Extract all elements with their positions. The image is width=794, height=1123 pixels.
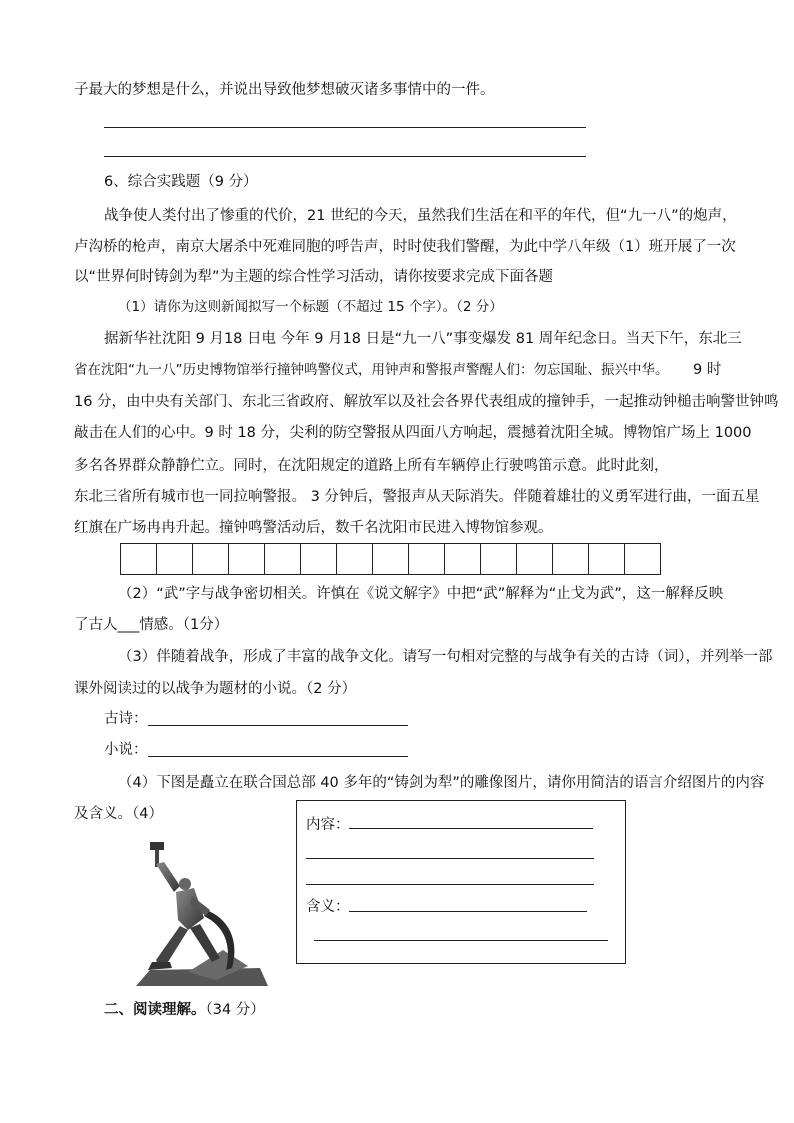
- meaning-answer-line[interactable]: [349, 911, 587, 912]
- subquestion-4: （4）下图是矗立在联合国总部 40 多年的“铸剑为犁”的雕像图片，请你用简洁的语言介绍图片的内容: [118, 775, 765, 791]
- novel-label: 小说：: [104, 742, 148, 758]
- title-grid-cell[interactable]: [625, 544, 661, 574]
- title-grid-cell[interactable]: [409, 544, 445, 574]
- news-line: 据新华社沈阳 9 月18 日电 今年 9 月18 日是“九一八”事变爆发 81 周年纪念日。当天下午，东北三: [104, 331, 742, 347]
- title-grid-cell[interactable]: [445, 544, 481, 574]
- title-grid-cell[interactable]: [121, 544, 157, 574]
- intro-paragraph-line: 以“世界何时铸剑为犁”为主题的综合性学习活动，请你按要求完成下面各题: [74, 269, 554, 285]
- news-line: 敲击在人们的心中。9 时 18 分，尖利的防空警报从四面八方响起，震撼着沈阳全城。博物馆广场上 1000: [74, 425, 752, 441]
- swords-to-plowshares-statue-image: [128, 840, 278, 990]
- subquestion-2: （2）“武”字与战争密切相关。许慎在《说文解字》中把“武”解释为“止戈为武”，这一解释反映: [118, 586, 724, 602]
- title-grid-cell[interactable]: [373, 544, 409, 574]
- meaning-answer-line[interactable]: [314, 940, 608, 941]
- news-line: 省在沈阳“九一八”历史博物馆举行撞钟鸣警仪式，用钟声和警报声警醒人们：勿忘国耻、振兴中华。: [74, 362, 669, 378]
- content-label: 内容：: [306, 817, 350, 833]
- intro-paragraph-line: 卢沟桥的枪声，南京大屠杀中死难同胞的呼告声，时时使我们警醒，为此中学八年级（1）班开展了一次: [74, 239, 736, 255]
- title-grid-cell[interactable]: [229, 544, 265, 574]
- news-line: 16 分，由中央有关部门、东北三省政府、解放军以及社会各界代表组成的撞钟手，一起推动钟槌击响警世钟鸣: [74, 394, 779, 410]
- content-answer-line[interactable]: [349, 828, 593, 829]
- news-line: 多名各界群众静静伫立。同时，在沈阳规定的道路上所有车辆停止行驶鸣笛示意。此时此刻，: [74, 458, 669, 474]
- meaning-label: 含义：: [306, 899, 350, 915]
- title-grid-cell[interactable]: [193, 544, 229, 574]
- title-grid-cell[interactable]: [337, 544, 373, 574]
- title-answer-grid[interactable]: [120, 543, 661, 575]
- news-line: 红旗在广场冉冉升起。撞钟鸣警活动后，数千名沈阳市民进入博物馆参观。: [74, 520, 553, 536]
- poem-answer-line[interactable]: [148, 725, 408, 726]
- title-grid-cell[interactable]: [301, 544, 337, 574]
- subquestion-4-cont: 及含义。（4）: [74, 806, 163, 822]
- answer-box: [296, 800, 626, 964]
- news-line: 东北三省所有城市也一同拉响警报。 3 分钟后，警报声从天际消失。伴随着雄壮的义勇军进行曲，一面五星: [74, 489, 760, 505]
- novel-answer-line[interactable]: [148, 756, 408, 757]
- subquestion-3-cont: 课外阅读过的以战争为题材的小说。（2 分）: [74, 681, 357, 697]
- answer-line[interactable]: [104, 127, 586, 128]
- subquestion-1: （1）请你为这则新闻拟写一个标题（不超过 15 个字）。（2 分）: [118, 299, 503, 315]
- title-grid-cell[interactable]: [553, 544, 589, 574]
- subquestion-2-cont: 了古人___情感。（1分）: [74, 617, 229, 633]
- question-6-title: 6、综合实践题（9 分）: [104, 174, 258, 190]
- title-grid-cell[interactable]: [481, 544, 517, 574]
- section-2-heading: 二、阅读理解。: [104, 1002, 206, 1018]
- title-grid-cell[interactable]: [265, 544, 301, 574]
- news-line-end: 9 时: [693, 362, 722, 378]
- title-grid-cell[interactable]: [157, 544, 193, 574]
- section-2-title: [104, 1000, 265, 1020]
- section-2-score: （34 分）: [205, 1002, 265, 1018]
- answer-line[interactable]: [104, 156, 586, 157]
- content-answer-line[interactable]: [306, 858, 594, 859]
- question-text-continued: 子最大的梦想是什么，并说出导致他梦想破灭诸多事情中的一件。: [74, 82, 495, 98]
- subquestion-3: （3）伴随着战争，形成了丰富的战争文化。请写一句相对完整的与战争有关的古诗（词），并列举一部: [118, 649, 773, 665]
- poem-label: 古诗：: [104, 711, 148, 727]
- intro-paragraph-line: 战争使人类付出了惨重的代价，21 世纪的今天，虽然我们生活在和平的年代，但“九一八”的炮声，: [104, 208, 737, 224]
- content-answer-line[interactable]: [306, 884, 594, 885]
- title-grid-cell[interactable]: [589, 544, 625, 574]
- title-grid-cell[interactable]: [517, 544, 553, 574]
